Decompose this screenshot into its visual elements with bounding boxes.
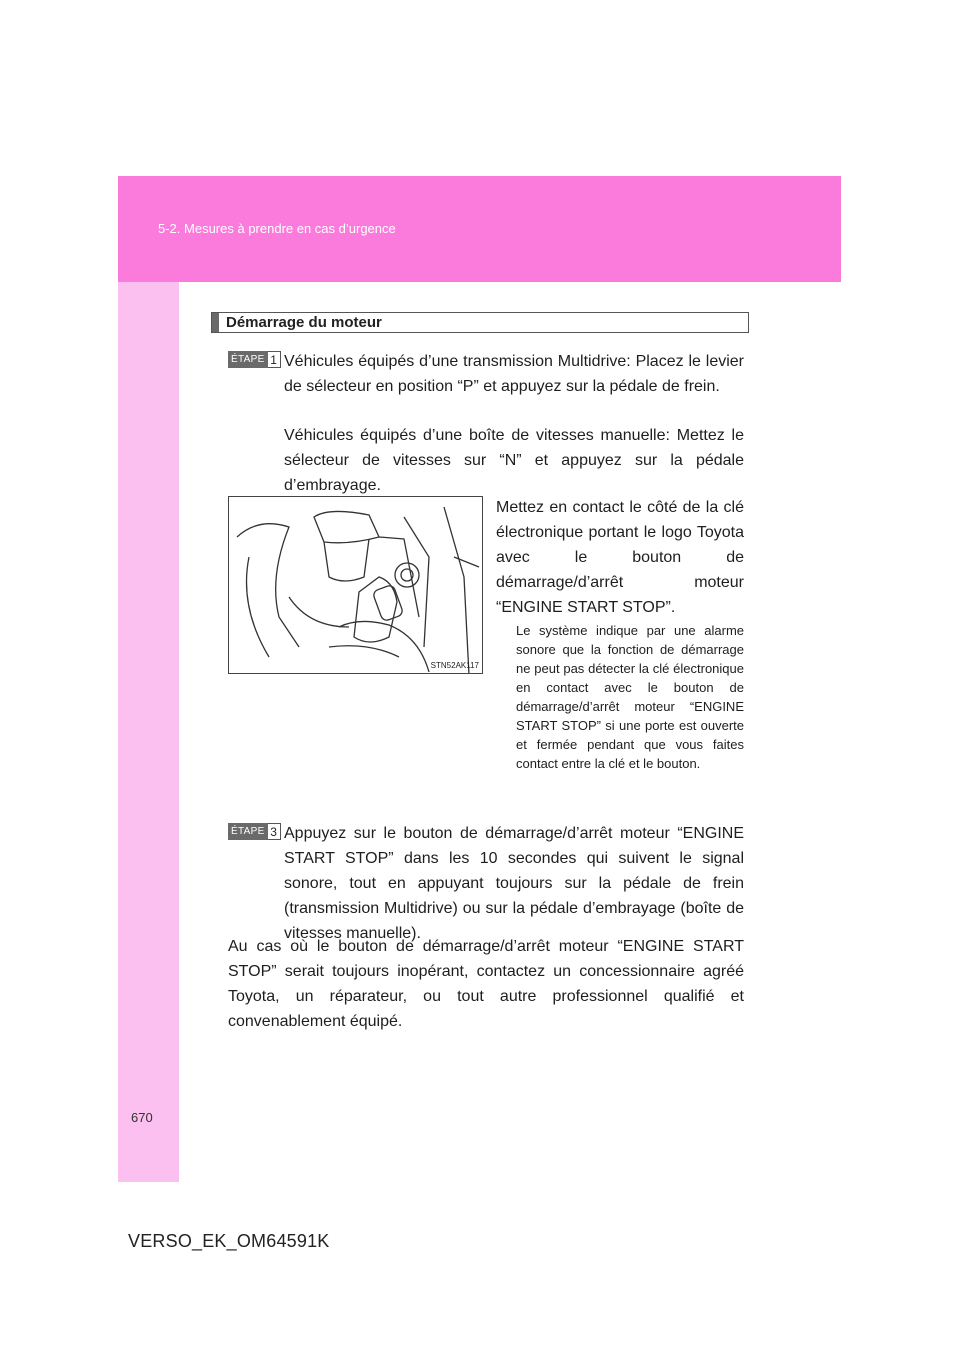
step-badge-number: 1 <box>268 351 281 368</box>
key-button-illustration <box>228 496 483 674</box>
step-badge-word: ÉTAPE <box>228 351 268 368</box>
document-id: VERSO_EK_OM64591K <box>128 1231 330 1251</box>
step-2-note: Le système indique par une alarme sonore que la fonction de démarrage ne peut pas détecter la clé électronique en contact avec le bouton de démarrage/d’arrêt moteur “ENGINE START STOP” si une porte est ouverte et fermée pendant que vous faites contact entre la clé et le bouton. <box>516 623 744 771</box>
side-tab <box>118 282 179 1182</box>
step-1-badge <box>228 351 281 368</box>
figure-code: STN52AK117 <box>430 661 479 670</box>
step-3-text: Appuyez sur le bouton de démarrage/d’arrêt moteur “ENGINE START STOP” dans les 10 secondes qui suivent le signal sonore, tout en appuyant toujours sur la pédale de frein (transmission Multidrive) ou sur la pédale d’embrayage (boîte de vitesses manuelle). <box>284 825 744 942</box>
heading-marker <box>212 313 219 332</box>
section-heading <box>211 312 749 333</box>
step-1-text-a: Véhicules équipés d’une transmission Multidrive: Placez le levier de sélecteur en position “P” et appuyez sur la pédale de frein. <box>284 353 744 395</box>
breadcrumb: 5-2. Mesures à prendre en cas d’urgence <box>158 221 396 236</box>
page-number: 670 <box>131 1110 153 1125</box>
step-badge-number: 3 <box>268 823 281 840</box>
illustration-drawing <box>229 497 483 674</box>
step-3-badge <box>228 823 281 840</box>
step-1-text-b: Véhicules équipés d’une boîte de vitesses manuelle: Mettez le sélecteur de vitesses sur “N” et appuyez sur la pédale d’embrayage. <box>284 427 744 494</box>
section-title: Démarrage du moteur <box>226 314 382 331</box>
step-badge-word: ÉTAPE <box>228 823 268 840</box>
closing-paragraph: Au cas où le bouton de démarrage/d’arrêt moteur “ENGINE START STOP” serait toujours inopérant, contactez un concessionnaire agréé Toyota, un réparateur, ou tout autre professionnel qualifié et convenablement équipé. <box>228 938 744 1030</box>
step-2-text: Mettez en contact le côté de la clé électronique portant le logo Toyota avec le bouton de démarrage/d’arrêt moteur “ENGINE START STOP”. <box>496 499 744 616</box>
